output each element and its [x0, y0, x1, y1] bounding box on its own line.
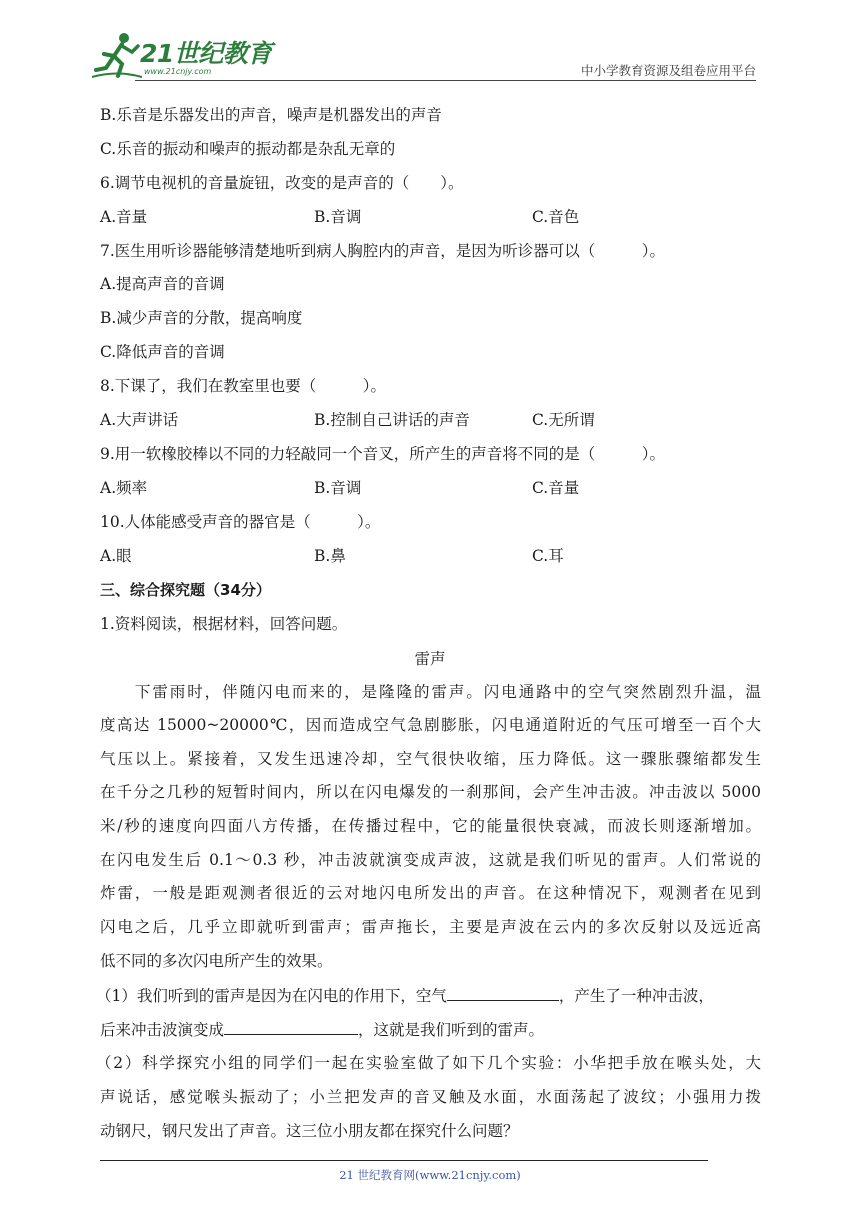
article-line: 低不同的多次闪电所产生的效果。: [100, 952, 333, 970]
article-line: 度高达 15000~20000℃，因而造成空气急剧膨胀，闪电通道附近的气压可增至一百个大: [100, 716, 761, 734]
logo-url: www.21cnjy.com: [144, 67, 212, 76]
q7-option-a: A.提高声音的音调: [100, 275, 225, 293]
footer-text: 21 世纪教育网(www.21cnjy.com): [339, 1168, 521, 1182]
question-7: 7.医生用听诊器能够清楚地听到病人胸腔内的声音，是因为听诊器可以（ ）。: [100, 242, 666, 260]
q9-option-a: A.频率: [100, 479, 148, 497]
q7-option-c: C.降低声音的音调: [100, 343, 225, 361]
question-8: 8.下课了，我们在教室里也要（ ）。: [100, 377, 387, 395]
sub-question-2-line: 声说话，感觉喉头振动了；小兰把发声的音叉触及水面，水面荡起了波纹；小强用力拨: [100, 1088, 761, 1106]
article-title: 雷声: [414, 650, 446, 668]
question-6: 6.调节电视机的音量旋钮，改变的是声音的（ ）。: [100, 174, 464, 192]
q7-option-b: B.减少声音的分散，提高响度: [100, 309, 303, 327]
page-header: [0, 0, 860, 90]
q6-option-c: C.音色: [532, 208, 580, 226]
article-line: 炸雷，一般是距观测者很近的云对地闪电所发出的声音。在这种情况下，观测者在见到: [100, 884, 761, 902]
sub-question-1-text: （1）我们听到的雷声是因为在闪电的作用下，空气: [96, 987, 447, 1005]
q6-option-a: A.音量: [100, 208, 148, 226]
sub-question-1-line-1: [96, 984, 714, 1007]
q5-option-b: B.乐音是乐器发出的声音，噪声是机器发出的声音: [100, 106, 442, 124]
runner-logo-icon: [92, 30, 142, 80]
sub-question-2-line: 动钢尺，钢尺发出了声音。这三位小朋友都在探究什么问题？: [100, 1122, 519, 1140]
q5-option-c: C.乐音的振动和噪声的振动都是杂乱无章的: [100, 140, 396, 158]
article-line: 气压以上。紧接着，又发生迅速冷却，空气很快收缩，压力降低。这一骤胀骤缩都发生: [100, 750, 761, 768]
q8-option-a: A.大声讲话: [100, 411, 179, 429]
sub-question-2-line: （2）科学探究小组的同学们一起在实验室做了如下几个实验：小华把手放在喉头处，大: [96, 1054, 761, 1072]
sub-question-1-text: 后来冲击波演变成: [100, 1021, 225, 1039]
article-line: 米/秒的速度向四面八方传播，在传播过程中，它的能量很快衰减，而波长则逐渐增加。: [100, 817, 761, 835]
sub-question-1-text: ，产生了一种冲击波，: [558, 987, 714, 1005]
section-3-question-1: 1.资料阅读，根据材料，回答问题。: [100, 615, 348, 633]
article-line: 在闪电发生后 0.1～0.3 秒，冲击波就演变成声波，这就是我们听见的雷声。人们常说的: [100, 851, 761, 869]
q6-option-b: B.音调: [314, 208, 362, 226]
q10-option-a: A.眼: [100, 547, 132, 565]
question-10: 10.人体能感受声音的器官是（ ）。: [100, 513, 381, 531]
sub-question-1-line-2: [100, 1018, 544, 1041]
article-line: 下雷雨时，伴随闪电而来的，是隆隆的雷声。闪电通路中的空气突然剧烈升温，温: [100, 683, 761, 701]
question-9: 9.用一软橡胶棒以不同的力轻敲同一个音叉，所产生的声音将不同的是（ ）。: [100, 445, 666, 463]
sub-question-1-text: ，这就是我们听到的雷声。: [358, 1021, 545, 1039]
article-line: 在千分之几秒的短暂时间内，所以在闪电爆发的一刹那间，会产生冲击波。冲击波以 5000: [100, 783, 761, 801]
answer-blank[interactable]: [447, 984, 559, 1001]
logo-text: 21世纪教育: [140, 39, 272, 68]
q9-option-b: B.音调: [314, 479, 362, 497]
header-platform-text: 中小学教育资源及组卷应用平台: [580, 63, 756, 78]
section-3-heading: 三、综合探究题（34分）: [100, 581, 271, 599]
header-divider: [135, 80, 756, 81]
q8-option-c: C.无所谓: [532, 411, 595, 429]
q10-option-b: B.鼻: [314, 547, 346, 565]
q10-option-c: C.耳: [532, 547, 564, 565]
article-line: 闪电之后，几乎立即就听到雷声；雷声拖长，主要是声波在云内的多次反射以及远近高: [100, 918, 761, 936]
q8-option-b: B.控制自己讲话的声音: [314, 411, 470, 429]
q9-option-c: C.音量: [532, 479, 580, 497]
answer-blank[interactable]: [224, 1018, 358, 1035]
logo: [92, 30, 272, 82]
footer-divider: [100, 1160, 708, 1161]
